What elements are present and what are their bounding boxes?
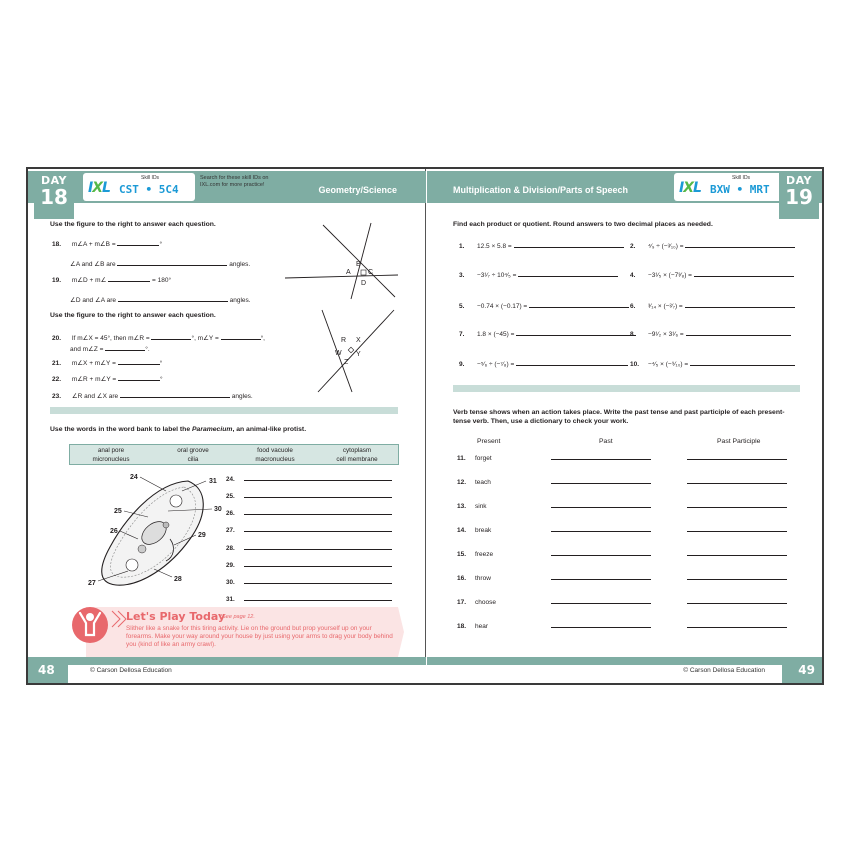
angle-figure-2 bbox=[308, 306, 408, 398]
page-number: 48 bbox=[38, 663, 55, 677]
question-text: °, m∠Y = bbox=[191, 335, 219, 342]
answer-blank[interactable] bbox=[516, 329, 636, 336]
diagram-label: 24 bbox=[130, 474, 138, 481]
problem bbox=[459, 270, 618, 279]
label-number: 28. bbox=[226, 545, 235, 552]
question-text: angles. bbox=[229, 297, 251, 304]
problem-number: 9. bbox=[459, 361, 465, 368]
page-right bbox=[427, 169, 825, 683]
skill-ids: BXW • MRT bbox=[710, 183, 770, 196]
answer-blank[interactable] bbox=[105, 344, 145, 351]
question-19b bbox=[70, 295, 251, 304]
pointer-line bbox=[140, 477, 166, 491]
instructions bbox=[50, 426, 306, 433]
figure-label: D bbox=[361, 280, 367, 287]
question-text: angles. bbox=[229, 261, 251, 268]
question-23 bbox=[52, 391, 253, 400]
label-line bbox=[226, 525, 392, 534]
answer-blank[interactable] bbox=[244, 491, 392, 498]
unit: = 180° bbox=[152, 277, 172, 284]
verb-number: 18. bbox=[457, 623, 467, 630]
answer-blank[interactable] bbox=[221, 333, 261, 340]
day-number: 18 bbox=[40, 185, 68, 209]
word-bank-item: anal pore bbox=[97, 447, 125, 454]
play-title: Let's Play Today bbox=[126, 610, 226, 623]
copyright: © Carson Dellosa Education bbox=[86, 667, 176, 674]
problem-expression: −0.74 × (−0.17) = bbox=[477, 303, 528, 310]
problem-number: 8. bbox=[630, 331, 636, 338]
problem bbox=[630, 270, 794, 279]
verb-number: 11. bbox=[457, 455, 466, 462]
word-bank-item: oral groove bbox=[177, 447, 209, 454]
label-line bbox=[226, 491, 392, 500]
question-number: 19. bbox=[52, 277, 62, 284]
section-divider bbox=[453, 385, 800, 392]
diagram-label: 27 bbox=[88, 580, 96, 587]
day-number: 19 bbox=[785, 185, 813, 209]
ixl-logo: IXL bbox=[679, 180, 701, 196]
question-text: ∠R and ∠X are bbox=[71, 393, 119, 400]
figure-label: Y bbox=[356, 351, 361, 358]
verb-number: 15. bbox=[457, 551, 467, 558]
verb-row bbox=[457, 501, 787, 510]
column-header-past-participle: Past Participle bbox=[717, 438, 761, 445]
verb-number: 13. bbox=[457, 503, 467, 510]
instruction-text: , an animal-like protist. bbox=[232, 426, 307, 433]
day-word: DAY bbox=[40, 174, 68, 187]
figure-label: Z bbox=[344, 359, 349, 366]
unit: ° bbox=[159, 360, 163, 367]
figure-label: A bbox=[346, 269, 351, 276]
answer-blank[interactable] bbox=[117, 239, 159, 246]
question-20 bbox=[52, 333, 265, 342]
column-header-past: Past bbox=[599, 438, 613, 445]
question-number: 22. bbox=[52, 376, 62, 383]
section-divider bbox=[50, 407, 398, 414]
verb-row bbox=[457, 597, 787, 606]
word-bank-item: cilia bbox=[187, 456, 199, 463]
answer-blank[interactable] bbox=[244, 594, 392, 601]
figure-label: X bbox=[356, 337, 361, 344]
past-blank[interactable] bbox=[551, 453, 651, 460]
vacuole-shape bbox=[126, 559, 138, 571]
question-number: 21. bbox=[52, 360, 62, 367]
answer-blank[interactable] bbox=[118, 295, 228, 302]
answer-blank[interactable] bbox=[118, 358, 160, 365]
word-bank-item: macronucleus bbox=[255, 456, 295, 463]
label-number: 27. bbox=[226, 527, 235, 534]
diagram-label: 29 bbox=[198, 532, 206, 539]
instructions: Use the figure to the right to answer each question. bbox=[50, 221, 216, 228]
answer-blank[interactable] bbox=[518, 270, 618, 277]
problem bbox=[630, 301, 795, 310]
answer-blank[interactable] bbox=[244, 525, 392, 532]
label-line bbox=[226, 543, 392, 552]
answer-blank[interactable] bbox=[686, 329, 791, 336]
past-blank[interactable] bbox=[551, 501, 651, 508]
label-line bbox=[226, 560, 392, 569]
answer-blank[interactable] bbox=[244, 508, 392, 515]
figure-label: C bbox=[368, 269, 374, 276]
past-blank[interactable] bbox=[551, 525, 651, 532]
figure-label: R bbox=[341, 337, 347, 344]
past-participle-blank[interactable] bbox=[687, 621, 787, 628]
label-line bbox=[226, 577, 392, 586]
answer-blank[interactable] bbox=[244, 474, 392, 481]
label-number: 30. bbox=[226, 579, 235, 586]
answer-blank[interactable] bbox=[108, 275, 150, 282]
question-20b bbox=[70, 344, 150, 353]
answer-blank[interactable] bbox=[120, 391, 230, 398]
diagram-label: 30 bbox=[214, 506, 222, 513]
verb-present: freeze bbox=[475, 551, 494, 558]
past-participle-blank[interactable] bbox=[687, 573, 787, 580]
problem bbox=[459, 241, 624, 250]
label-line bbox=[226, 594, 392, 603]
answer-blank[interactable] bbox=[151, 333, 191, 340]
verb-row bbox=[457, 477, 787, 486]
problem bbox=[630, 359, 795, 368]
answer-blank[interactable] bbox=[117, 259, 227, 266]
problem-expression: 1.8 × (−45) = bbox=[477, 331, 515, 338]
child-icon-bg bbox=[72, 607, 108, 643]
word-bank-item: cytoplasm bbox=[342, 447, 372, 454]
verb-present: hear bbox=[475, 623, 489, 630]
verb-number: 17. bbox=[457, 599, 467, 606]
past-participle-blank[interactable] bbox=[687, 501, 787, 508]
answer-blank[interactable] bbox=[694, 270, 794, 277]
angle-figure-1 bbox=[283, 221, 403, 301]
verb-number: 14. bbox=[457, 527, 467, 534]
word-bank bbox=[69, 444, 399, 465]
skill-ids: CST • 5C4 bbox=[119, 183, 179, 196]
question-text: angles. bbox=[231, 393, 253, 400]
question-number: 23. bbox=[52, 393, 62, 400]
past-blank[interactable] bbox=[551, 573, 651, 580]
question-text: °. bbox=[145, 346, 150, 353]
question-text: m∠R + m∠Y = bbox=[71, 376, 117, 383]
verb-present: choose bbox=[475, 599, 496, 606]
label-number: 29. bbox=[226, 562, 235, 569]
answer-blank[interactable] bbox=[690, 359, 795, 366]
micronucleus-shape bbox=[163, 522, 169, 528]
problem bbox=[459, 359, 628, 368]
skill-ids-label: Skill IDs bbox=[732, 175, 751, 181]
past-blank[interactable] bbox=[551, 549, 651, 556]
label-number: 25. bbox=[226, 493, 235, 500]
play-text: Slither like a snake for this tiring activity. Lie on the ground but prop yourself up on your forearms. Make your way around your house by just using your arms to drag your body behind you (kind of like an army crawl). bbox=[126, 625, 393, 648]
word-bank-item: micronucleus bbox=[92, 456, 130, 463]
answer-blank[interactable] bbox=[685, 301, 795, 308]
day-word: DAY bbox=[785, 174, 813, 187]
line-2 bbox=[351, 223, 374, 299]
problem-expression: −⁴⁄₅ × (−⁹⁄₁₀) = bbox=[648, 361, 689, 368]
past-participle-blank[interactable] bbox=[687, 453, 787, 460]
pointer-line bbox=[154, 569, 172, 577]
question-text: ∠A and ∠B are bbox=[70, 261, 116, 268]
verb-row bbox=[457, 453, 787, 462]
verb-row bbox=[457, 621, 787, 630]
answer-blank[interactable] bbox=[118, 374, 160, 381]
figure-label: W bbox=[335, 350, 342, 357]
food-vacuole-shape bbox=[138, 545, 146, 553]
past-blank[interactable] bbox=[551, 621, 651, 628]
problem-number: 4. bbox=[630, 272, 636, 279]
question-number: 18. bbox=[52, 241, 62, 248]
section-title: Multiplication & Division/Parts of Speech bbox=[453, 185, 629, 195]
right-angle-mark bbox=[348, 347, 354, 353]
ixl-badge bbox=[83, 173, 195, 201]
problem bbox=[459, 329, 636, 338]
verb-present: sink bbox=[475, 503, 487, 510]
verb-present: throw bbox=[475, 575, 491, 582]
page-left bbox=[28, 169, 426, 683]
verb-present: forget bbox=[475, 455, 492, 462]
question-text: If m∠X = 45°, then m∠R = bbox=[71, 335, 150, 342]
diagram-label: 31 bbox=[209, 478, 217, 485]
problem-expression: 12.5 × 5.8 = bbox=[477, 243, 512, 250]
answer-blank[interactable] bbox=[685, 241, 795, 248]
problem-number: 10. bbox=[630, 361, 640, 368]
diagram-label: 26 bbox=[110, 528, 118, 535]
answer-blank[interactable] bbox=[244, 577, 392, 584]
past-participle-blank[interactable] bbox=[687, 477, 787, 484]
figure-label: B bbox=[356, 261, 361, 268]
question-19 bbox=[52, 275, 171, 284]
transversal-line bbox=[285, 275, 398, 278]
instruction-text: Use the words in the word bank to label the bbox=[50, 426, 192, 433]
instructions: Find each product or quotient. Round answers to two decimal places as needed. bbox=[453, 221, 713, 228]
problem-number: 6. bbox=[630, 303, 636, 310]
paramecium-illustration bbox=[58, 469, 228, 595]
skill-ids-label: Skill IDs bbox=[141, 175, 160, 181]
word-bank-item: cell membrane bbox=[336, 456, 378, 463]
word-bank-item: food vacuole bbox=[257, 447, 293, 454]
ixl-badge bbox=[674, 173, 786, 201]
label-number: 31. bbox=[226, 596, 235, 603]
past-participle-blank[interactable] bbox=[687, 597, 787, 604]
question-text: ∠D and ∠A are bbox=[70, 297, 116, 304]
question-number: 20. bbox=[52, 335, 62, 342]
question-text: °, bbox=[260, 335, 265, 342]
problem-expression: −3¹⁄₅ × (−7³⁄₈) = bbox=[648, 272, 692, 279]
instruction-italic: Paramecium bbox=[192, 426, 233, 433]
verb-row bbox=[457, 525, 787, 534]
problem bbox=[459, 301, 629, 310]
play-see-page: *See page 12. bbox=[220, 614, 255, 620]
child-icon-head bbox=[86, 613, 94, 621]
right-angle-mark bbox=[361, 270, 366, 275]
problem-number: 3. bbox=[459, 272, 465, 279]
diagram-label: 28 bbox=[174, 576, 182, 583]
label-line bbox=[226, 474, 392, 483]
problem-number: 1. bbox=[459, 243, 465, 250]
verb-row bbox=[457, 573, 787, 582]
problem-expression: ³⁄₁₄ × (−²⁄₇) = bbox=[648, 303, 683, 310]
instructions: Verb tense shows when an action takes place. Write the past tense and past participle of each present-tense verb. Then, use a dictionary to check your work. bbox=[453, 409, 785, 425]
question-22 bbox=[52, 374, 163, 383]
question-text: and m∠Z = bbox=[70, 346, 104, 353]
problem-number: 7. bbox=[459, 331, 465, 338]
ixl-hint: Search for these skill IDs on IXL.com for more practice! bbox=[200, 175, 269, 188]
problem-expression: −9¹⁄₂ × 3¹⁄₆ = bbox=[648, 331, 684, 338]
copyright: © Carson Dellosa Education bbox=[679, 667, 769, 674]
problem-number: 5. bbox=[459, 303, 465, 310]
contractile-vacuole-shape bbox=[170, 495, 182, 507]
page-number: 49 bbox=[798, 663, 815, 677]
label-line bbox=[226, 508, 392, 517]
answer-blank[interactable] bbox=[514, 241, 624, 248]
answer-blank[interactable] bbox=[529, 301, 629, 308]
answer-blank[interactable] bbox=[244, 543, 392, 550]
question-text: m∠A + m∠B = bbox=[71, 241, 116, 248]
verb-number: 12. bbox=[457, 479, 467, 486]
past-participle-blank[interactable] bbox=[687, 525, 787, 532]
label-number: 24. bbox=[226, 476, 235, 483]
verb-present: break bbox=[475, 527, 492, 534]
day-tab bbox=[779, 171, 819, 219]
column-header-present: Present bbox=[477, 438, 501, 445]
past-blank[interactable] bbox=[551, 597, 651, 604]
question-text: m∠D + m∠ bbox=[71, 277, 107, 284]
question-text: m∠X + m∠Y = bbox=[71, 360, 116, 367]
lets-play-today bbox=[28, 605, 426, 665]
section-title: Geometry/Science bbox=[318, 185, 397, 195]
diagram-label: 25 bbox=[114, 508, 122, 515]
verb-row bbox=[457, 549, 787, 558]
question-18 bbox=[52, 239, 162, 248]
past-participle-blank[interactable] bbox=[687, 549, 787, 556]
answer-blank[interactable] bbox=[516, 359, 628, 366]
problem-expression: −3¹⁄₇ ÷ 10⁴⁄₅ = bbox=[477, 272, 517, 279]
past-blank[interactable] bbox=[551, 477, 651, 484]
problem-expression: −⁵⁄₆ ÷ (−⁷⁄₈) = bbox=[477, 361, 515, 368]
problem bbox=[630, 241, 795, 250]
verb-present: teach bbox=[475, 479, 491, 486]
question-18b bbox=[70, 259, 250, 268]
answer-blank[interactable] bbox=[244, 560, 392, 567]
ixl-logo: IXL bbox=[88, 180, 110, 196]
label-number: 26. bbox=[226, 510, 235, 517]
day-tab bbox=[34, 171, 74, 219]
problem-number: 2. bbox=[630, 243, 636, 250]
instructions: Use the figure to the right to answer each question. bbox=[50, 312, 216, 319]
unit: ° bbox=[159, 241, 163, 248]
problem bbox=[630, 329, 791, 338]
problem-expression: ⁴⁄₉ ÷ (−³⁄₁₀) = bbox=[648, 243, 684, 250]
verb-number: 16. bbox=[457, 575, 467, 582]
unit: ° bbox=[160, 376, 163, 383]
question-21 bbox=[52, 358, 162, 367]
workbook-spread bbox=[26, 167, 824, 685]
